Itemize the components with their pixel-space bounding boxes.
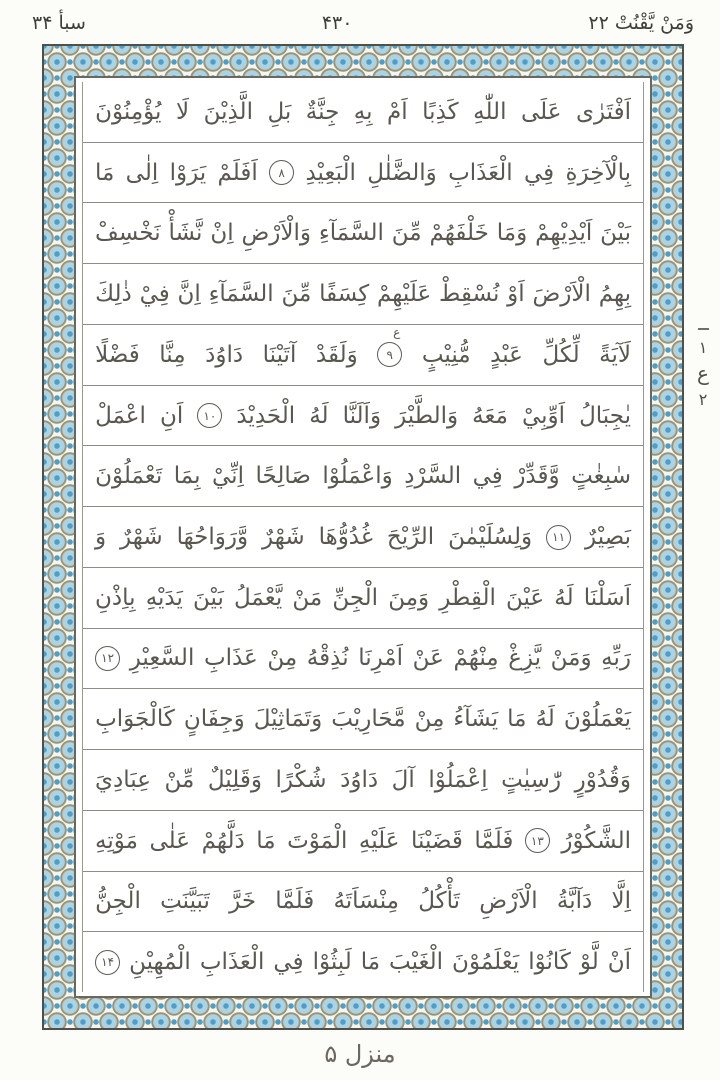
quran-word: الْمَوْتَ [287, 827, 348, 854]
quran-line-14 [83, 872, 643, 933]
quran-word: دَآبَّةُ [556, 888, 593, 915]
quran-word: كِسَفًا [319, 281, 370, 308]
quran-word: وَالْاَرْضِ [241, 220, 311, 247]
quran-line-6 [83, 386, 643, 447]
quran-word: نُذِقْهُ [306, 645, 349, 672]
juz-label: وَمَنْ يَّقْنُتْ ۲۲ [588, 12, 694, 34]
quran-word: مِنْهُمْ [453, 645, 499, 672]
quran-word: شَهْرٌ [120, 524, 163, 550]
quran-word: آلَ [391, 766, 415, 793]
quran-word: الْغَيْبَ [389, 949, 444, 976]
quran-word: ذٰلِكَ [95, 281, 132, 308]
quran-word: خَرَّ [229, 888, 257, 915]
ayah-end-marker: ۱۱ [546, 525, 571, 550]
quran-word: الْبَعِيْدِ [305, 159, 356, 186]
quran-word: نَخْسِفْ [95, 220, 161, 247]
quran-line-9 [83, 568, 643, 629]
ayah-end-marker: ۹ ع [377, 342, 402, 367]
quran-word: السَّرْدِ [404, 463, 462, 490]
quran-word: الْمُهِيْنِ [129, 949, 191, 976]
quran-word: فِيْ [139, 281, 170, 308]
quran-word: اَفَلَمْ [217, 159, 258, 186]
quran-word: اَمْرِنَا [358, 645, 404, 672]
quran-word: جِنَّةٌ [305, 98, 340, 125]
quran-word: صَالِحًا [255, 463, 311, 490]
quran-word: يَعْمَلُوْنَ [563, 706, 631, 733]
quran-word: وَقَلِيْلٌ [207, 766, 262, 793]
quran-word: عَذَابِ [203, 645, 258, 672]
quran-word: يَرَوْا [169, 159, 207, 186]
quran-word: الْجِنِّ [332, 584, 379, 611]
quran-word: شَهْرٌ [262, 524, 305, 550]
quran-line-2 [83, 143, 643, 204]
quran-word: عَلٰى [149, 827, 191, 854]
quran-word: الرِّيْحَ [386, 524, 435, 550]
quran-word: اَيْدِيْهِمْ [535, 220, 593, 247]
quran-word: لَّوْ [579, 949, 599, 976]
quran-word: فَلَمَّا [474, 827, 514, 854]
quran-word: رَبِّهِ [601, 645, 631, 672]
quran-line-11 [83, 689, 643, 750]
marker-dash [698, 328, 709, 330]
text-area [82, 82, 644, 992]
quran-line-5 [83, 325, 643, 386]
quran-word: بِمَا [173, 463, 201, 490]
ruku-margin-marker [689, 328, 717, 411]
quran-word: وَقُدُوْرٍ [574, 766, 631, 793]
ayah-end-marker: ۱۰ [197, 403, 222, 428]
quran-word: اَنْ [607, 949, 631, 976]
quran-word: اِلٰى [125, 159, 159, 186]
quran-word: آتَيْنَا [262, 341, 297, 368]
quran-word: بِهِ [353, 98, 373, 125]
ruku-ain-above-ayah: ع [393, 325, 401, 340]
quran-word: مَوْتِهِ [95, 827, 138, 854]
quran-word: بِاِذْنِ [95, 584, 136, 611]
quran-word: خَلْفَهُمْ [429, 220, 489, 247]
quran-word: اَمْ [387, 98, 408, 125]
quran-word: اِنَّ [177, 281, 201, 308]
quran-word: يَدَيْهِ [145, 584, 183, 611]
quran-word: وَمَا [496, 220, 528, 247]
quran-word: لَبِثُوْا [312, 949, 352, 976]
ayah-end-marker: ۸ [269, 160, 294, 185]
ayah-end-marker: ۱۴ [95, 950, 120, 975]
quran-word: مَعَهُ [472, 402, 508, 429]
quran-word: السَّمَآءِ [318, 220, 384, 247]
quran-word: الْقِطْرِ [439, 584, 496, 611]
quran-word: لِّكُلِّ [542, 341, 580, 368]
quran-word: الْاَرْضِ [479, 888, 538, 915]
quran-word: عَلَى [520, 98, 562, 125]
quran-word: مِنْ [267, 645, 298, 672]
quran-word: مِنَّا [159, 341, 186, 368]
quran-word: دَاوُدَ [205, 341, 244, 368]
ayah-end-marker: ۱۲ [95, 646, 120, 671]
quran-word: عَيْنَ [505, 584, 545, 611]
quran-word: مَنْ [292, 584, 323, 611]
quran-word: اَوْ [507, 281, 525, 308]
quran-word: يَّعْمَلُ [234, 584, 283, 611]
decorative-frame [42, 44, 684, 1030]
quran-word: لَهُ [554, 584, 574, 611]
quran-line-8 [83, 507, 643, 568]
ruku-number-bottom: ۲ [698, 390, 708, 410]
quran-word: وَمِنَ [388, 584, 430, 611]
quran-word: مِّنَ [281, 281, 312, 308]
quran-word: اِنْ [210, 220, 234, 247]
quran-word: اَسَلْنَا [583, 584, 631, 611]
quran-word: الشَّكُوْرُ [561, 827, 631, 854]
quran-word: الْاَرْضَ [532, 281, 591, 308]
quran-word: عِبَادِيَ [95, 766, 151, 793]
quran-word: الْعَذَابِ [448, 159, 513, 186]
quran-word: عَنْ [412, 645, 444, 672]
quran-word: اَوِّبِيْ [521, 402, 566, 429]
quran-word: عَلَيْهِ [358, 827, 400, 854]
quran-word: بَيْنَ [193, 584, 224, 611]
quran-word: كَانُوْا [528, 949, 571, 976]
quran-word: الْعَذَابِ [199, 949, 265, 976]
quran-word: تَعْمَلُوْنَ [95, 463, 163, 490]
quran-word: السَّمَآءِ [208, 281, 274, 308]
quran-word: مِنْسَاَتَهُ [333, 888, 399, 915]
quran-word: قَضَيْنَا [411, 827, 463, 854]
quran-word: السَّعِيْرِ [129, 645, 195, 672]
quran-word: فَضْلًا [95, 341, 140, 368]
quran-word: اَنِ [159, 402, 184, 429]
quran-word: وَلَقَدْ [315, 341, 358, 368]
manzil-footer [0, 1040, 720, 1068]
quran-word: بِالْآخِرَةِ [565, 159, 631, 186]
quran-word: مِّنْ [164, 766, 195, 793]
quran-word: كَذِبًا [422, 98, 459, 125]
quran-word: وَاعْمَلُوْا [322, 463, 393, 490]
quran-word: مَا [360, 949, 381, 976]
quran-word: اِنِّيْ [212, 463, 244, 490]
page-header [0, 0, 720, 36]
quran-word: دَلَّهُمْ [201, 827, 245, 854]
ornamental-border-band [44, 46, 682, 1028]
quran-word: وَّرَوَاحُهَا [176, 524, 249, 550]
ayah-end-marker: ۱۳ [525, 828, 550, 853]
quran-word: يُؤْمِنُوْنَ [95, 98, 162, 125]
quran-word: عَبْدٍ [490, 341, 523, 368]
quran-word: بِهِمُ [598, 281, 631, 308]
surah-label: سبأ ۳۴ [32, 12, 86, 34]
quran-word: الْجِنُّ [95, 888, 141, 915]
quran-word: بَصِيْرٌ [585, 524, 631, 550]
quran-word: مَا [507, 706, 527, 733]
quran-word: دَاوُدَ [340, 766, 379, 793]
quran-line-13 [83, 811, 643, 872]
manzil-label: منزل ۵ [324, 1040, 396, 1068]
quran-line-15 [83, 932, 643, 992]
quran-word: يَشَآءُ [453, 706, 499, 733]
quran-word: بَلِ [267, 98, 292, 125]
quran-word: بَيْنَ [600, 220, 631, 247]
quran-word: يٰجِبَالُ [579, 402, 631, 429]
quran-word: مُّنِيْبٍ [421, 341, 471, 368]
quran-word: تَأْكُلُ [418, 888, 460, 915]
quran-word: مَا [256, 827, 276, 854]
quran-word: فَلَمَّا [275, 888, 315, 915]
quran-word: لَهُ [309, 402, 329, 429]
quran-word: الَّذِيْنَ [203, 98, 253, 125]
quran-word: مِّنَ [391, 220, 422, 247]
quran-line-12 [83, 750, 643, 811]
inner-frame [74, 76, 652, 998]
quran-word: فِي [524, 159, 555, 186]
quran-word: فِي [273, 949, 304, 976]
quran-line-1 [83, 82, 643, 143]
quran-word: وَالطَّيْرَ [395, 402, 459, 429]
quran-line-4 [83, 264, 643, 325]
quran-word: عَلَيْهِمْ [377, 281, 432, 308]
ruku-ain-glyph: ع [697, 361, 709, 386]
quran-word: فِي [472, 463, 503, 490]
quran-line-10 [83, 629, 643, 690]
quran-line-7 [83, 446, 643, 507]
quran-word: وَ [95, 524, 107, 550]
quran-word: وَّقَدِّرْ [514, 463, 560, 490]
quran-word: يَّزِغْ [508, 645, 542, 672]
quran-word: اَفْتَرٰى [575, 98, 631, 125]
quran-word: يَعْلَمُوْنَ [452, 949, 520, 976]
quran-word: تَبَيَّنَتِ [160, 888, 210, 915]
quran-word: رّٰسِيٰتٍ [501, 766, 562, 793]
ruku-number-top: ۱ [698, 338, 708, 357]
quran-word: وَلِسُلَيْمٰنَ [448, 524, 533, 550]
quran-word: اِعْمَلُوْا [428, 766, 488, 793]
quran-word: لَهُ [535, 706, 555, 733]
quran-word: وَاَلَنَّا [342, 402, 382, 429]
quran-word: غُدُوُّهَا [318, 524, 373, 550]
quran-word: سٰبِغٰتٍ [571, 463, 631, 490]
quran-word: كَالْجَوَابِ [95, 706, 175, 733]
quran-word: شُكْرًا [275, 766, 327, 793]
quran-word: مَا [95, 159, 115, 186]
quran-word: اعْمَلْ [95, 402, 146, 429]
quran-word: مِنْ [414, 706, 445, 733]
quran-word: وَجِفَانٍ [183, 706, 245, 733]
quran-word: لَآيَةً [599, 341, 631, 368]
quran-word: نُسْقِطْ [438, 281, 500, 308]
quran-word: وَتَمَاثِيْلَ [253, 706, 323, 733]
quran-word: مَّحَارِيْبَ [331, 706, 406, 733]
quran-word: نَّشَأْ [168, 220, 203, 247]
quran-word: اللّٰهِ [473, 98, 507, 125]
quran-word: لَا [175, 98, 190, 125]
quran-word: اِلَّا [611, 888, 631, 915]
quran-line-3 [83, 203, 643, 264]
quran-word: الْحَدِيْدَ [236, 402, 296, 429]
quran-word: وَالضَّلٰلِ [367, 159, 437, 186]
page-number: ۴۳۰ [321, 12, 353, 34]
quran-word: وَمَنْ [550, 645, 592, 672]
